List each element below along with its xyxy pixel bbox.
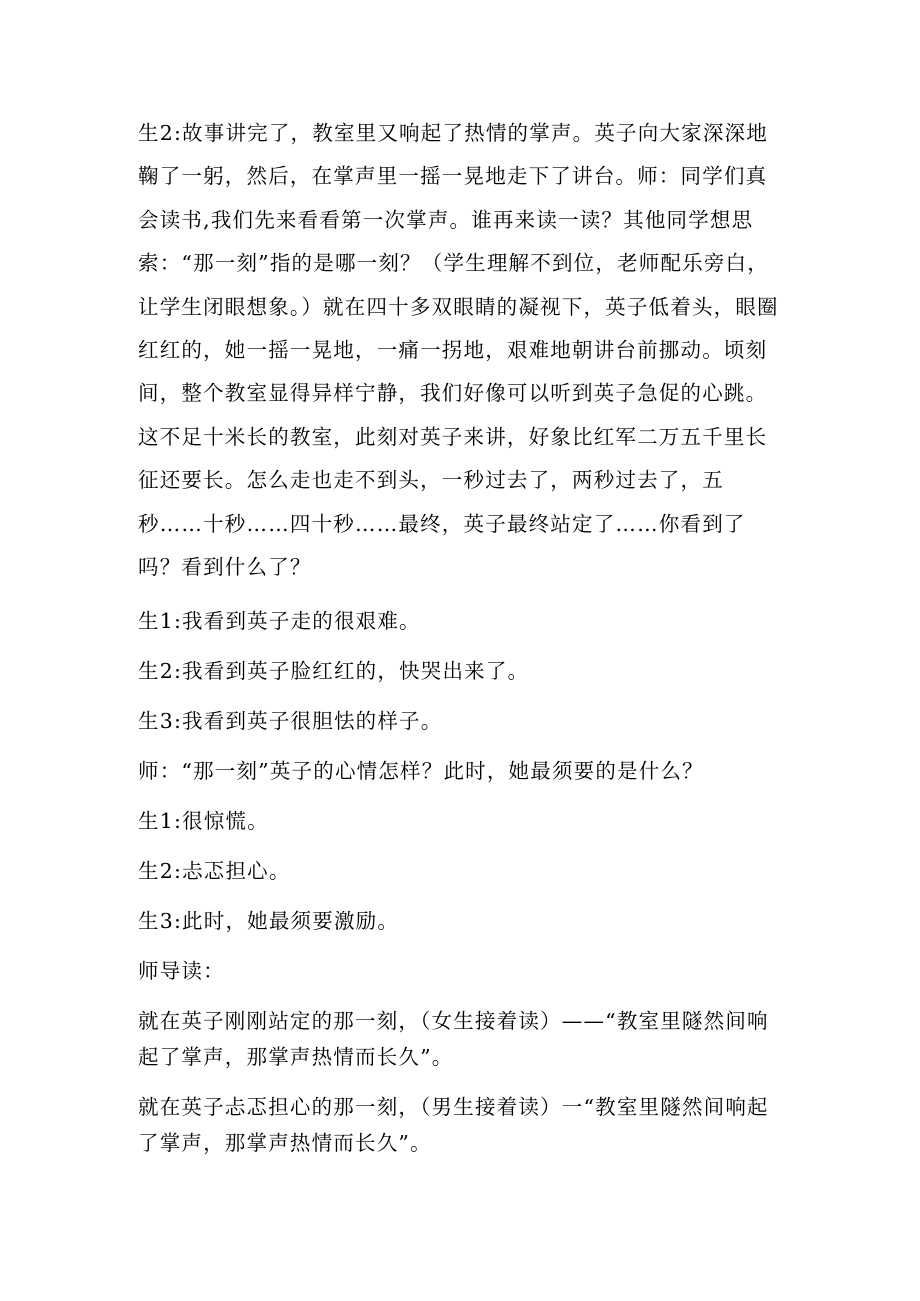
teacher-guided-reading-label: 师导读： bbox=[138, 959, 225, 984]
document-body bbox=[138, 112, 788, 1161]
reading-boys: 就在英子忐忑担心的那一刻，（男生接着读）一“教室里隧然间响起了掌声，那掌声热情而长久”。 bbox=[138, 1095, 769, 1156]
student-3-answer: 生3:我看到英子很胆怯的样子。 bbox=[138, 709, 443, 734]
student-3-need: 生3:此时，她最须要激励。 bbox=[138, 909, 400, 934]
student-1-feeling: 生1:很惊慌。 bbox=[138, 809, 269, 834]
reading-girls: 就在英子刚刚站定的那一刻，（女生接着读）——“教室里隧然间响起了掌声，那掌声热情而长久”。 bbox=[138, 1009, 769, 1070]
student-2-answer: 生2:我看到英子脸红红的，快哭出来了。 bbox=[138, 659, 530, 684]
student-1-answer: 生1:我看到英子走的很艰难。 bbox=[138, 609, 421, 634]
paragraph-intro: 生2:故事讲完了，教室里又响起了热情的掌声。英子向大家深深地鞠了一躬，然后，在掌声里一摇一晃地走下了讲台。师：同学们真会读书,我们先来看看第一次掌声。谁再来读一读？其他同学想思索：“那一刻”指的是哪一刻？（学生理解不到位，老师配乐旁白，让学生闭眼想象。）就在四十多双眼睛的凝视下，英子低着头，眼圈红红的，她一摇一晃地，一痛一拐地，艰难地朝讲台前挪动。顷刻间，整个教室显得异样宁静，我们好像可以听到英子急促的心跳。这不足十米长的教室，此刻对英子来讲，好象比红军二万五千里长征还要长。怎么走也走不到头，一秒过去了，两秒过去了，五秒……十秒……四十秒……最终，英子最终站定了……你看到了吗？看到什么了？ bbox=[138, 121, 779, 580]
teacher-question: 师：“那一刻”英子的心情怎样？此时，她最须要的是什么？ bbox=[138, 759, 704, 784]
student-2-feeling: 生2:忐忑担心。 bbox=[138, 859, 291, 884]
